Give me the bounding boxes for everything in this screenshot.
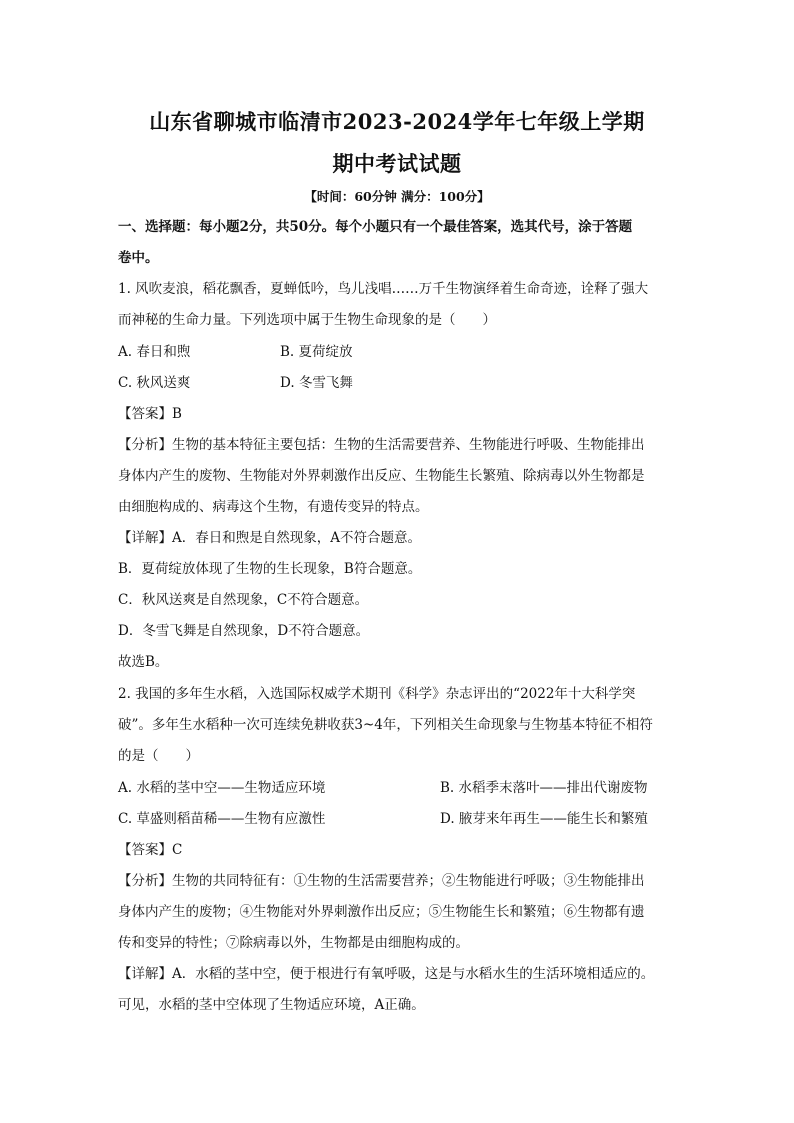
q1-option-b: B. 夏荷绽放 [280,344,353,360]
q2-detail-line1: 【详解】A．水稻的茎中空，便于根进行有氧呼吸，这是与水稻水生的生活环境相适应的。 [118,966,655,982]
q1-analysis-line1: 【分析】生物的基本特征主要包括：生物的生活需要营养、生物能进行呼吸、生物能排出 [118,437,645,453]
q1-detail-line1: 【详解】A．春日和煦是自然现象，A不符合题意。 [118,530,421,546]
exam-meta: 【时间：60分钟 满分：100分】 [304,189,490,204]
q1-option-d: D. 冬雪飞舞 [280,375,353,391]
q2-analysis-line3: 传和变异的特性；⑦除病毒以外，生物都是由细胞构成的。 [118,935,469,951]
q2-option-d: D. 腋芽来年再生——能生长和繁殖 [440,811,648,827]
q2-analysis-line2: 身体内产生的废物；④生物能对外界刺激作出反应；⑤生物能生长和繁殖；⑥生物都有遗 [118,904,645,920]
q2-detail-line2: 可见，水稻的茎中空体现了生物适应环境，A正确。 [118,997,425,1013]
q1-stem-line1: 1. 风吹麦浪，稻花飘香，夏蝉低吟，鸟儿浅唱……万千生物演绎着生命奇迹，诠释了强大 [118,281,649,297]
q2-analysis-line1: 【分析】生物的共同特征有：①生物的生活需要营养；②生物能进行呼吸；③生物能排出 [118,873,645,889]
q1-analysis-line2: 身体内产生的废物、生物能对外界刺激作出反应、生物能生长繁殖、除病毒以外生物都是 [118,468,645,484]
q2-option-a: A. 水稻的茎中空——生物适应环境 [118,780,326,796]
q1-answer: 【答案】B [118,406,182,422]
q2-option-b: B. 水稻季末落叶——排出代谢废物 [440,780,648,796]
q2-stem-line3: 的是（ ） [118,748,199,764]
q1-conclusion: 故选B。 [118,654,169,670]
q1-analysis-line3: 由细胞构成的、病毒这个生物，有遗传变异的特点。 [118,499,429,515]
q1-detail-line2: B．夏荷绽放体现了生物的生长现象，B符合题意。 [118,561,422,577]
q2-answer: 【答案】C [118,842,183,858]
q1-option-c: C. 秋风送爽 [118,375,191,391]
q2-stem-line1: 2. 我国的多年生水稻，入选国际权威学术期刊《科学》杂志评出的“2022年十大科学突 [118,686,636,702]
q1-detail-line3: C．秋风送爽是自然现象，C不符合题意。 [118,592,369,608]
document-title-line1: 山东省聊城市临清市2023-2024学年七年级上学期 [149,109,645,134]
q1-option-a: A. 春日和煦 [118,344,191,360]
section1-heading-line2: 卷中。 [118,250,159,266]
q1-detail-line4: D．冬雪飞舞是自然现象，D不符合题意。 [118,623,370,639]
section1-heading-line1: 一、选择题：每小题2分，共50分。每个小题只有一个最佳答案，选其代号，涂于答题 [118,219,633,235]
q2-option-c: C. 草盛则稻苗稀——生物有应激性 [118,811,326,827]
q2-stem-line2: 破”。多年生水稻种一次可连续免耕收获3~4年，下列相关生命现象与生物基本特征不相符 [118,717,653,733]
q1-stem-line2: 而神秘的生命力量。下列选项中属于生物生命现象的是（ ） [118,312,496,328]
document-title-line2: 期中考试试题 [332,151,462,176]
